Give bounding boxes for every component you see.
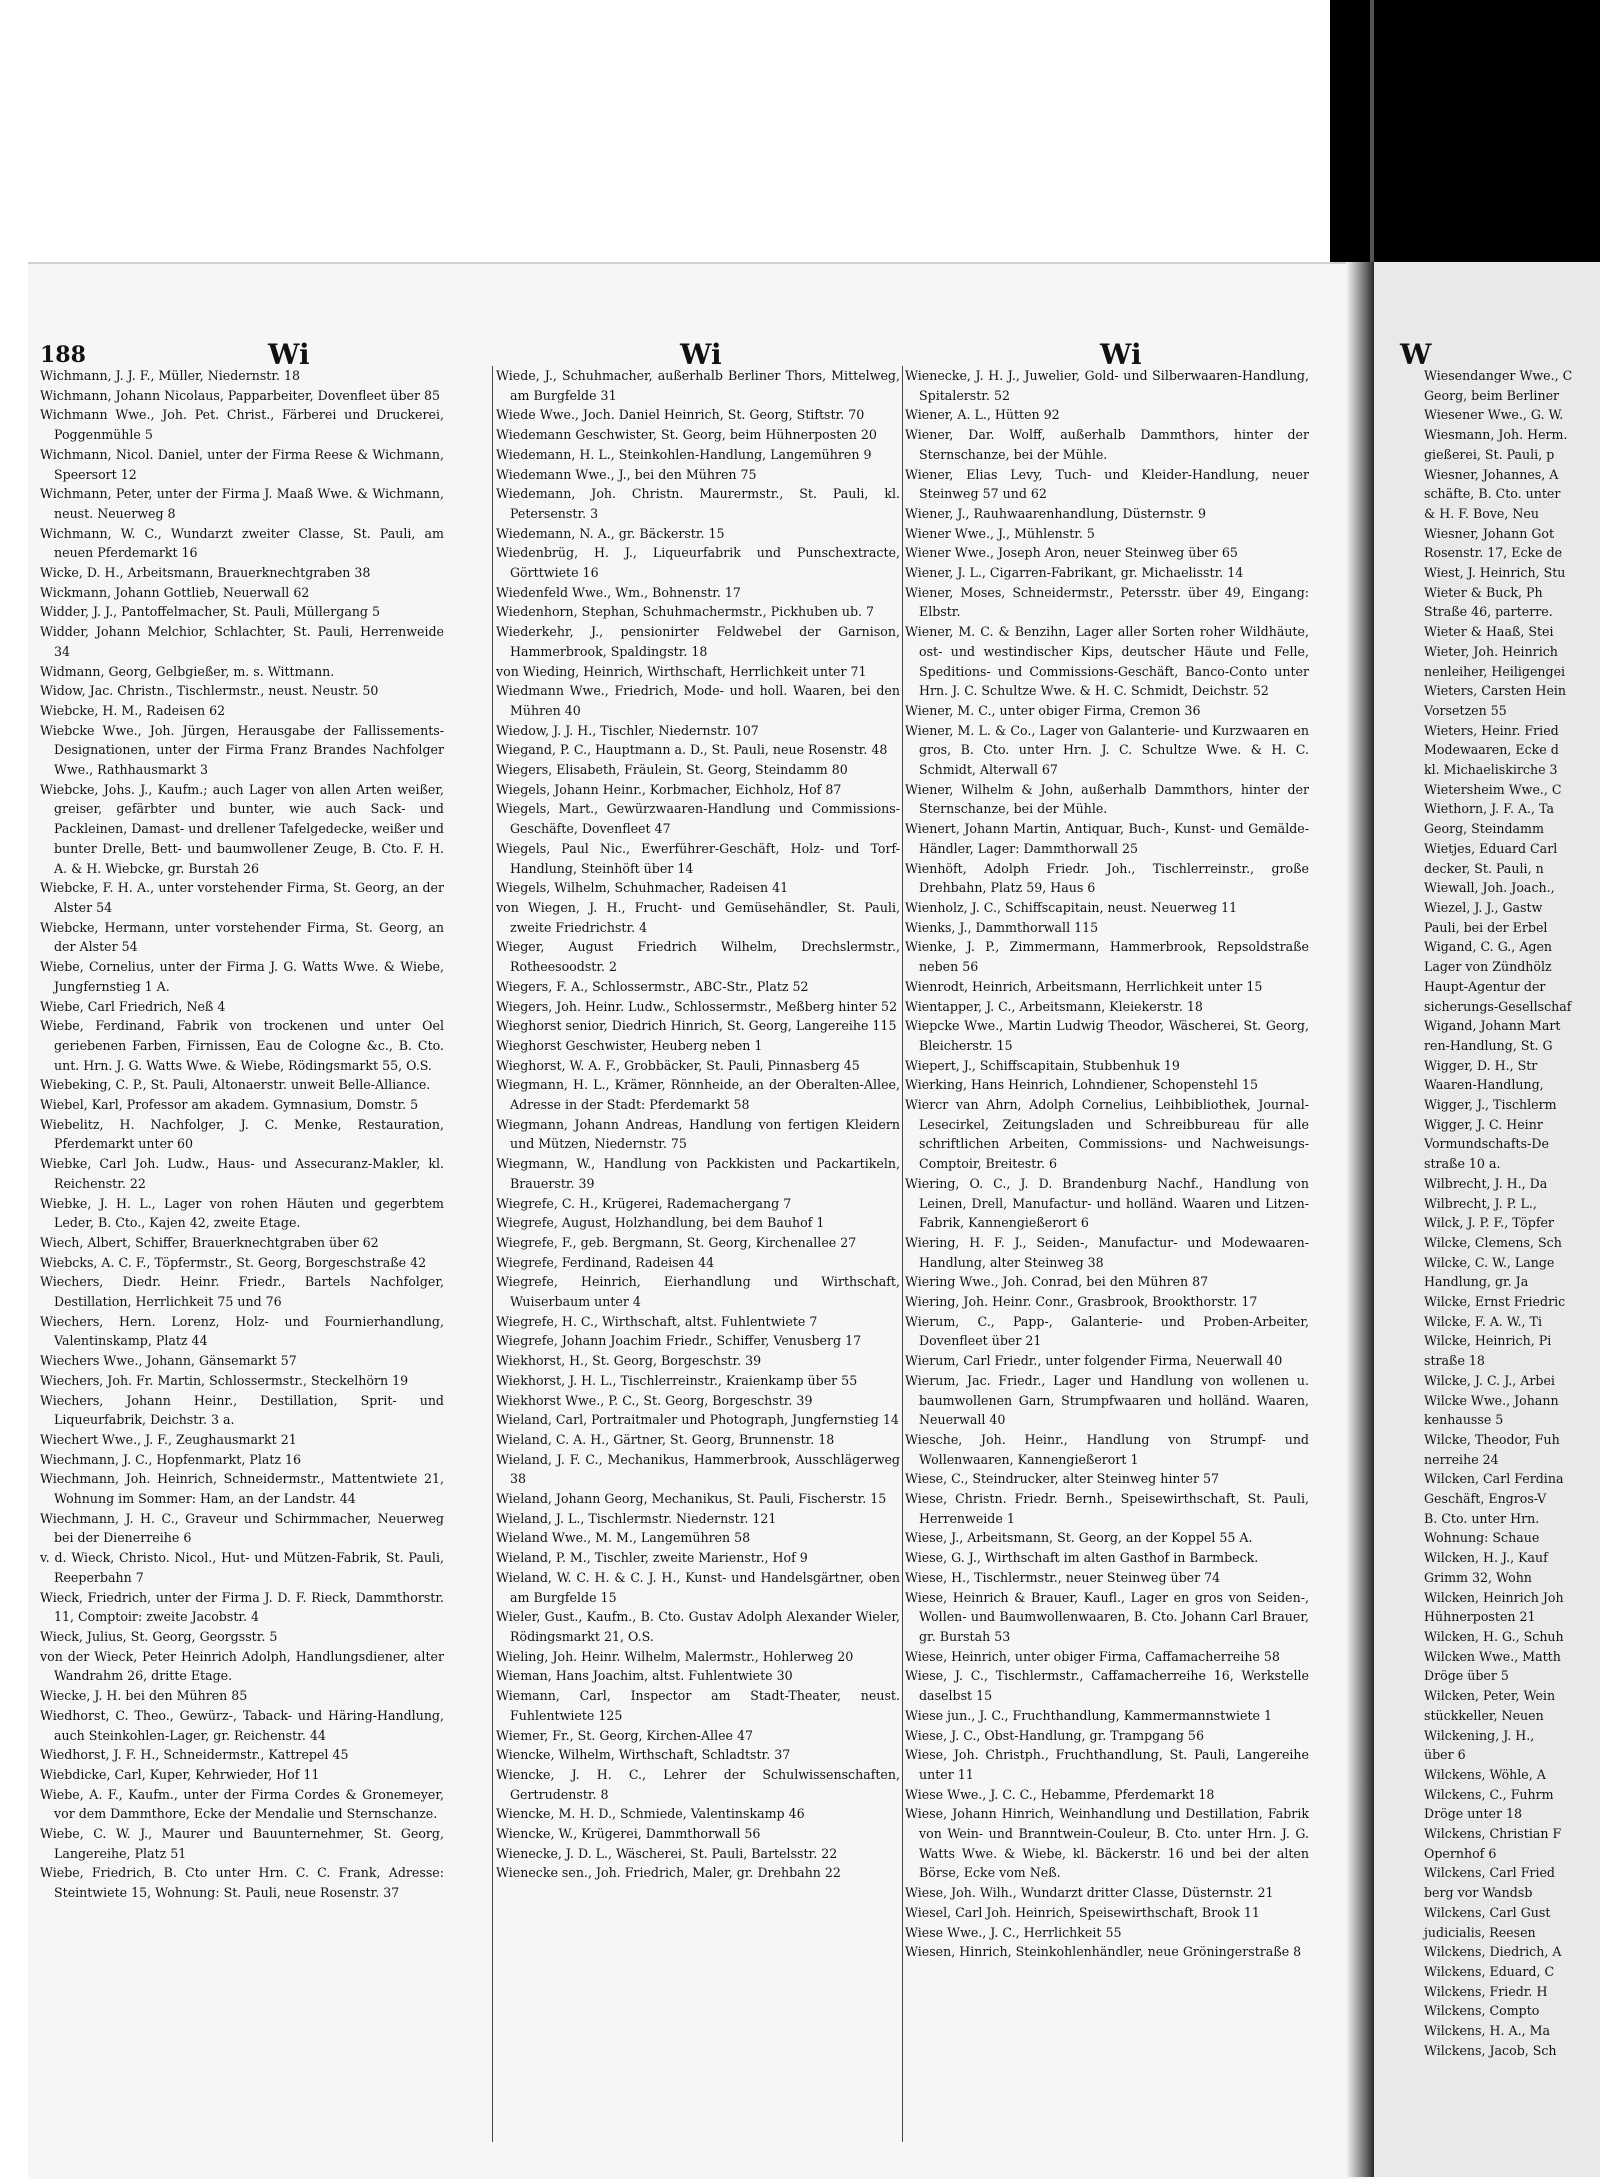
adjacent-page-line: kl. Michaeliskirche 3 (1424, 762, 1558, 778)
directory-entry: Wiebcke, H. M., Radeisen 62 (40, 702, 226, 718)
adjacent-page-line: Vormundschafts-De (1424, 1136, 1549, 1152)
directory-entry: Wiener, Moses, Schneidermstr., Petersstr. über 49, Eingang: Elbstr. (905, 584, 1309, 620)
directory-entry: Wiering, Joh. Heinr. Conr., Grasbrook, Brookthorstr. 17 (905, 1294, 1258, 1310)
directory-entry: Wiegers, Joh. Heinr. Ludw., Schlossermstr., Meßberg hinter 52 (496, 998, 898, 1014)
adjacent-page-line: Wiest, J. Heinrich, Stu (1424, 565, 1566, 581)
directory-entry: Wiebe, A. F., Kaufm., unter der Firma Cordes & Gronemeyer, vor dem Dammthore, Ecke der Mendalie und Sternschanze. (40, 1786, 444, 1822)
adjacent-page-line: Wilcke, Theodor, Fuh (1424, 1431, 1560, 1447)
adjacent-page-line: Grimm 32, Wohn (1424, 1569, 1532, 1585)
directory-entry: Wiencke, J. H. C., Lehrer der Schulwissenschaften, Gertrudenstr. 8 (496, 1766, 900, 1802)
directory-entry: Wiener Wwe., Joseph Aron, neuer Steinweg über 65 (905, 545, 1238, 561)
directory-entry: Wiepcke Wwe., Martin Ludwig Theodor, Wäscherei, St. Georg, Bleicherstr. 15 (905, 1018, 1309, 1053)
directory-entry: Wieland Wwe., M. M., Langemühren 58 (496, 1530, 751, 1546)
directory-entry: Wieland, Johann Georg, Mechanikus, St. Pauli, Fischerstr. 15 (496, 1491, 887, 1507)
directory-entry: Wiese, H., Tischlermstr., neuer Steinweg über 74 (905, 1569, 1221, 1585)
directory-entry: Wiener, J. L., Cigarren-Fabrikant, gr. Michaelisstr. 14 (905, 565, 1244, 581)
directory-entry: Wiechers, Joh. Fr. Martin, Schlossermstr., Steckelhörn 19 (40, 1372, 409, 1388)
directory-entry: Wienecke, J. H. J., Juwelier, Gold- und Silberwaaren-Handlung, Spitalerstr. 52 (905, 368, 1309, 403)
scan-edge-notch (1370, 0, 1374, 262)
adjacent-page-line: Wigger, J., Tischlerm (1424, 1097, 1557, 1113)
directory-entry: Wiener, M. L. & Co., Lager von Galanterie- und Kurzwaaren en gros, B. Cto. unter Hrn. J. C. Schultze Wwe. & H. C. Schmidt, Alterwall 67 (905, 722, 1309, 778)
directory-entry: Wieck, Friedrich, unter der Firma J. D. F. Rieck, Dammthorstr. 11, Comptoir: zweite Jacobstr. 4 (40, 1589, 444, 1625)
adjacent-page-line: Wohnung: Schaue (1424, 1530, 1540, 1546)
adjacent-page-line: Wilcken, H. G., Schuh (1424, 1629, 1564, 1644)
directory-entry: Wieland, P. M., Tischler, zweite Marienstr., Hof 9 (496, 1550, 808, 1566)
adjacent-page-line: & H. F. Bove, Neu (1424, 505, 1539, 521)
directory-entry: Wichmann, Peter, unter der Firma J. Maaß Wwe. & Wichmann, neust. Neuerweg 8 (40, 486, 444, 521)
directory-entry: Wicke, D. H., Arbeitsmann, Brauerknechtgraben 38 (40, 565, 371, 581)
directory-entry: Wiedenbrüg, H. J., Liqueurfabrik und Punschextracte, Görttwiete 16 (496, 545, 900, 581)
adjacent-page-line: stückkeller, Neuen (1424, 1707, 1544, 1723)
adjacent-page-line: Wilcke, Ernst Friedric (1424, 1294, 1566, 1310)
directory-entry: Wiedenfeld Wwe., Wm., Bohnenstr. 17 (496, 584, 741, 600)
adjacent-page-line: Wilckens, H. A., Ma (1424, 2023, 1550, 2039)
directory-entry: Wiese, Johann Hinrich, Weinhandlung und Destillation, Fabrik von Wein- und Branntwein-Couleur, B. Cto. unter Hrn. J. G. Watts Wwe. & Wiebe, kl. Bäckerstr. 16 und bei der alten Börse, Ecke vom Neß. (905, 1806, 1309, 1881)
directory-entry: v. d. Wieck, Christo. Nicol., Hut- und Mützen-Fabrik, St. Pauli, Reeperbahn 7 (40, 1550, 444, 1585)
adjacent-page-line: über 6 (1424, 1747, 1466, 1763)
directory-entry: Wiesche, Joh. Heinr., Handlung von Strumpf- und Wollenwaaren, Kannengießerort 1 (905, 1431, 1309, 1467)
adjacent-page-line: Wilcke Wwe., Johann (1424, 1392, 1559, 1408)
directory-entry: Wiebelitz, H. Nachfolger, J. C. Menke, Restauration, Pferdemarkt unter 60 (40, 1116, 444, 1152)
directory-entry: Wiese, J., Arbeitsmann, St. Georg, an der Koppel 55 A. (905, 1530, 1253, 1546)
directory-entry: Widmann, Georg, Gelbgießer, m. s. Wittmann. (40, 663, 335, 679)
directory-entry: Wieghorst, W. A. F., Grobbäcker, St. Pauli, Pinnasberg 45 (496, 1057, 860, 1073)
directory-entry: Wiebe, Friedrich, B. Cto unter Hrn. C. C. Frank, Adresse: Steintwiete 15, Wohnung: St. Pauli, neue Rosenstr. 37 (40, 1865, 444, 1901)
directory-entry: Wiener Wwe., J., Mühlenstr. 5 (905, 525, 1095, 541)
directory-entry: Wiechmann, J. C., Hopfenmarkt, Platz 16 (40, 1451, 302, 1467)
directory-entry: Wiemann, Carl, Inspector am Stadt-Theater, neust. Fuhlentwiete 125 (496, 1688, 900, 1723)
adjacent-page-line: Wilck, J. P. F., Töpfer (1424, 1215, 1554, 1231)
directory-entry: Wiechers Wwe., Johann, Gänsemarkt 57 (40, 1353, 297, 1369)
directory-entry: Wienks, J., Dammthorwall 115 (905, 919, 1099, 935)
directory-entry: Wiedow, J. J. H., Tischler, Niedernstr. 107 (496, 722, 759, 738)
directory-entry: Wieghorst Geschwister, Heuberg neben 1 (496, 1037, 763, 1053)
adjacent-page-line: Wilckens, Compto (1424, 2003, 1540, 2019)
adjacent-page-line: B. Cto. unter Hrn. (1424, 1510, 1540, 1526)
adjacent-page-line: Wilckens, Wöhle, A (1424, 1766, 1546, 1782)
directory-entry: Wiegers, Elisabeth, Fräulein, St. Georg, Steindamm 80 (496, 762, 848, 778)
directory-entry: Wiedemann, Joh. Christn. Maurermstr., St. Pauli, kl. Petersenstr. 3 (496, 486, 900, 521)
directory-entry: Wienecke sen., Joh. Friedrich, Maler, gr. Drehbahn 22 (496, 1865, 841, 1881)
directory-entry: Wiegrefe, Heinrich, Eierhandlung und Wirthschaft, Wuiserbaum unter 4 (496, 1274, 900, 1310)
directory-entry: Wierking, Hans Heinrich, Lohndiener, Schopenstehl 15 (905, 1077, 1258, 1093)
directory-entry: Wienholz, J. C., Schiffscapitain, neust. Neuerweg 11 (905, 899, 1238, 915)
adjacent-page-line: Wieter, Joh. Heinrich (1424, 643, 1558, 659)
directory-entry: von Wieding, Heinrich, Wirthschaft, Herrlichkeit unter 71 (496, 663, 867, 679)
directory-entry: Wiedemann Geschwister, St. Georg, beim Hühnerposten 20 (496, 427, 877, 443)
directory-entry: Wiegmann, H. L., Krämer, Rönnheide, an der Oberalten-Allee, Adresse in der Stadt: Pferdemarkt 58 (496, 1077, 900, 1113)
adjacent-page-line: judicialis, Reesen (1424, 1924, 1536, 1940)
adjacent-page-line: Geschäft, Engros-V (1424, 1491, 1547, 1507)
column-rule (902, 366, 903, 2142)
directory-entry: Wiechers, Diedr. Heinr. Friedr., Bartels Nachfolger, Destillation, Herrlichkeit 75 und 76 (40, 1274, 444, 1310)
adjacent-page-line: Wilcke, F. A. W., Ti (1424, 1313, 1542, 1329)
directory-entry: Wieck, Julius, St. Georg, Georgsstr. 5 (40, 1629, 278, 1644)
adjacent-page-line: Wilbrecht, J. H., Da (1424, 1175, 1548, 1191)
directory-entry: Wiekhorst, H., St. Georg, Borgeschstr. 39 (496, 1353, 762, 1369)
adjacent-page-line: Wilcke, Heinrich, Pi (1424, 1333, 1552, 1349)
directory-entry: Wiering Wwe., Joh. Conrad, bei den Mühren 87 (905, 1274, 1209, 1290)
adjacent-page-line: Wilckens, C., Fuhrm (1424, 1786, 1554, 1802)
directory-entry: Wiegand, P. C., Hauptmann a. D., St. Pauli, neue Rosenstr. 48 (496, 742, 888, 758)
directory-entry: Wiebcks, A. C. F., Töpfermstr., St. Georg, Borgeschstraße 42 (40, 1254, 427, 1270)
directory-entry: Wiebe, Ferdinand, Fabrik von trockenen und unter Oel geriebenen Farben, Firnissen, Eau de Cologne &c., B. Cto. unt. Hrn. J. G. Watts Wwe. & Wiebe, Rödingsmarkt 55, O.S. (40, 1018, 444, 1073)
adjacent-page-line: Straße 46, parterre. (1424, 604, 1553, 620)
directory-column-1 (40, 366, 444, 2166)
adjacent-page-line: kenhausse 5 (1424, 1412, 1504, 1428)
directory-entry: Wiegels, Johann Heinr., Korbmacher, Eichholz, Hof 87 (496, 781, 842, 797)
directory-entry: Wiesen, Hinrich, Steinkohlenhändler, neue Gröningerstraße 8 (905, 1944, 1302, 1960)
adjacent-page-line: Wilckening, J. H., (1424, 1727, 1535, 1743)
adjacent-page-line: Wietersheim Wwe., C (1424, 781, 1562, 797)
directory-entry: Wiebcke, Johs. J., Kaufm.; auch Lager von allen Arten weißer, greiser, gefärbter und bunter, wie auch Sack- und Packleinen, Damast- und drellener Tafelgedecke, weißer und bunter Drelle, Bett- und baumwollener Zeuge, B. Cto. F. H. A. & H. Wiebcke, gr. Burstah 26 (40, 781, 444, 876)
running-head-right: Wi (1100, 338, 1142, 371)
directory-entry: Wiepert, J., Schiffscapitain, Stubbenhuk 19 (905, 1057, 1180, 1073)
adjacent-page-line: Wilckens, Friedr. H (1424, 1983, 1548, 1999)
directory-entry: Wienecke, J. D. L., Wäscherei, St. Pauli, Bartelsstr. 22 (496, 1845, 838, 1861)
directory-entry: Wiebke, J. H. L., Lager von rohen Häuten und gegerbtem Leder, B. Cto., Kajen 42, zweite Etage. (40, 1195, 444, 1231)
directory-entry: Wiemer, Fr., St. Georg, Kirchen-Allee 47 (496, 1727, 754, 1743)
directory-entry: Wiegrefe, August, Holzhandlung, bei dem Bauhof 1 (496, 1215, 825, 1231)
directory-entry: Wiener, M. C., unter obiger Firma, Cremon 36 (905, 702, 1201, 718)
adjacent-page-line: ren-Handlung, St. G (1424, 1037, 1553, 1053)
directory-entry: Wieland, J. L., Tischlermstr. Niedernstr. 121 (496, 1510, 777, 1526)
directory-entry: Wiese, Joh. Christph., Fruchthandlung, St. Pauli, Langereihe unter 11 (905, 1747, 1309, 1782)
directory-entry: Wiebke, Carl Joh. Ludw., Haus- und Assecuranz-Makler, kl. Reichenstr. 22 (40, 1156, 444, 1191)
adjacent-page-line: Georg, beim Berliner (1424, 387, 1560, 403)
adjacent-page-line: Wieters, Heinr. Fried (1424, 722, 1559, 738)
adjacent-page-line: Wiesener Wwe., G. W. (1424, 407, 1564, 423)
directory-entry: Wiede Wwe., Joch. Daniel Heinrich, St. Georg, Stiftstr. 70 (496, 407, 865, 423)
directory-entry: Wiebe, Cornelius, unter der Firma J. G. Watts Wwe. & Wiebe, Jungfernstieg 1 A. (40, 959, 444, 994)
directory-entry: Wichmann, Nicol. Daniel, unter der Firma Reese & Wichmann, Speersort 12 (40, 446, 444, 482)
directory-entry: Wiercr van Ahrn, Adolph Cornelius, Leihbibliothek, Journal-Lesecirkel, Zeitungsladen und Schreibbureau für alle schriftlichen Arbeiten, Commissions- und Nachweisungs-Comptoir, Breitestr. 6 (905, 1097, 1309, 1172)
adjacent-page-line: Lager von Zündhölz (1424, 959, 1552, 975)
directory-entry: Wiegels, Paul Nic., Ewerführer-Geschäft, Holz- und Torf-Handlung, Steinhöft über 14 (496, 840, 900, 876)
directory-entry: Wiebdicke, Carl, Kuper, Kehrwieder, Hof 11 (40, 1766, 320, 1782)
directory-entry: Wiegmann, Johann Andreas, Handlung von fertigen Kleidern und Mützen, Niedernstr. 75 (496, 1116, 900, 1152)
adjacent-running-head: W (1400, 338, 1432, 371)
directory-entry: Wiebe, Carl Friedrich, Neß 4 (40, 998, 226, 1014)
directory-entry: Wienke, J. P., Zimmermann, Hammerbrook, Repsoldstraße neben 56 (905, 939, 1309, 975)
adjacent-page-line: Wilckens, Diedrich, A (1424, 1944, 1562, 1960)
adjacent-page-line: Wilcken, Peter, Wein (1424, 1688, 1556, 1704)
directory-entry: Wiese, Joh. Wilh., Wundarzt dritter Classe, Düsternstr. 21 (905, 1885, 1274, 1901)
adjacent-page-line: Wigand, C. G., Agen (1424, 939, 1553, 955)
book-gutter (1346, 262, 1374, 2177)
directory-entry: Wiecke, J. H. bei den Mühren 85 (40, 1688, 248, 1704)
directory-entry: Wientapper, J. C., Arbeitsmann, Kleiekerstr. 18 (905, 998, 1203, 1014)
directory-entry: Wieman, Hans Joachim, altst. Fuhlentwiete 30 (496, 1668, 793, 1684)
directory-entry: Wiedmann Wwe., Friedrich, Mode- und holl. Waaren, bei den Mühren 40 (496, 683, 900, 718)
directory-entry: Wiencke, W., Krügerei, Dammthorwall 56 (496, 1826, 761, 1842)
directory-entry: Wiesel, Carl Joh. Heinrich, Speisewirthschaft, Brook 11 (905, 1904, 1260, 1920)
directory-entry: Wiese, J. C., Tischlermstr., Caffamacherreihe 16, Werkstelle daselbst 15 (905, 1668, 1309, 1704)
adjacent-page-line: Wietjes, Eduard Carl (1424, 840, 1558, 856)
adjacent-page-line: Handlung, gr. Ja (1424, 1274, 1529, 1290)
directory-entry: Wiener, Wilhelm & John, außerhalb Dammthors, hinter der Sternschanze, bei der Mühle. (905, 781, 1309, 817)
directory-entry: Wiegrefe, C. H., Krügerei, Rademachergang 7 (496, 1195, 792, 1211)
adjacent-page-line: Wiethorn, J. F. A., Ta (1424, 801, 1554, 817)
adjacent-page-line: Wieter & Buck, Ph (1424, 584, 1543, 600)
adjacent-page-line: Wiesmann, Joh. Herm. (1424, 427, 1568, 443)
directory-column-3 (905, 366, 1309, 2166)
adjacent-page-line: Wigger, D. H., Str (1424, 1057, 1538, 1073)
adjacent-page-line: Wilcke, C. W., Lange (1424, 1254, 1555, 1270)
directory-entry: Wiegels, Mart., Gewürzwaaren-Handlung und Commissions-Geschäfte, Dovenfleet 47 (496, 801, 900, 837)
directory-entry: von Wiegen, J. H., Frucht- und Gemüsehändler, St. Pauli, zweite Friedrichstr. 4 (496, 899, 900, 935)
directory-entry: Wichmann Wwe., Joh. Pet. Christ., Färberei und Druckerei, Poggenmühle 5 (40, 407, 444, 443)
adjacent-page-line: Wilbrecht, J. P. L., (1424, 1195, 1537, 1211)
directory-entry: Widder, J. J., Pantoffelmacher, St. Pauli, Müllergang 5 (40, 604, 381, 620)
directory-entry: Wiebcke, F. H. A., unter vorstehender Firma, St. Georg, an der Alster 54 (40, 880, 444, 915)
adjacent-page-line: Wiesner, Johannes, A (1424, 466, 1559, 482)
directory-entry: Wiese, C., Steindrucker, alter Steinweg hinter 57 (905, 1471, 1220, 1487)
directory-entry: Wiegrefe, H. C., Wirthschaft, altst. Fuhlentwiete 7 (496, 1313, 818, 1329)
adjacent-page-line: Wilckens, Carl Fried (1424, 1865, 1555, 1881)
directory-entry: Wiegels, Wilhelm, Schuhmacher, Radeisen 41 (496, 880, 789, 896)
adjacent-page-line: Wieter & Haaß, Stei (1424, 624, 1554, 640)
adjacent-page-line: Pauli, bei der Erbel (1424, 919, 1548, 935)
adjacent-page-line: Wilcken, Heinrich Joh (1424, 1589, 1564, 1605)
directory-entry: Wiese, Heinrich & Brauer, Kaufl., Lager en gros von Seiden-, Wollen- und Baumwollenwaaren, B. Cto. Johann Carl Brauer, gr. Burstah 53 (905, 1589, 1309, 1644)
directory-entry: Wickmann, Johann Gottlieb, Neuerwall 62 (40, 584, 310, 600)
adjacent-page-line: Dröge über 5 (1424, 1668, 1509, 1684)
directory-entry: Wiekhorst, J. H. L., Tischlerreinstr., Kraienkamp über 55 (496, 1372, 858, 1388)
adjacent-page-line: Opernhof 6 (1424, 1845, 1497, 1861)
adjacent-page-line: Wilcken Wwe., Matth (1424, 1648, 1561, 1664)
directory-entry: Wieger, August Friedrich Wilhelm, Drechslermstr., Rotheesoodstr. 2 (496, 939, 900, 975)
directory-entry: Wiebel, Karl, Professor am akadem. Gymnasium, Domstr. 5 (40, 1097, 419, 1113)
directory-entry: Wiede, J., Schuhmacher, außerhalb Berliner Thors, Mittelweg, am Burgfelde 31 (496, 368, 900, 403)
adjacent-page-line: nenleiher, Heiligengei (1424, 663, 1566, 679)
directory-entry: Wiener, Elias Levy, Tuch- und Kleider-Handlung, neuer Steinweg 57 und 62 (905, 466, 1309, 502)
directory-entry: Wiebe, C. W. J., Maurer und Bauunternehmer, St. Georg, Langereihe, Platz 51 (40, 1826, 444, 1861)
adjacent-page-line: Georg, Steindamm (1424, 821, 1544, 837)
directory-entry: Wiechers, Johann Heinr., Destillation, Sprit- und Liqueurfabrik, Deichstr. 3 a. (40, 1392, 444, 1428)
directory-entry: Wieghorst senior, Diedrich Hinrich, St. Georg, Langereihe 115 (496, 1018, 897, 1034)
directory-entry: Wierum, C., Papp-, Galanterie- und Proben-Arbeiter, Dovenfleet über 21 (905, 1313, 1309, 1349)
adjacent-page-line: Wiezel, J. J., Gastw (1424, 899, 1543, 915)
directory-entry: Wiegrefe, Ferdinand, Radeisen 44 (496, 1254, 715, 1270)
adjacent-page-line: Wilckens, Eduard, C (1424, 1963, 1555, 1979)
directory-entry: Wierum, Jac. Friedr., Lager und Handlung von wollenen u. baumwollenen Garn, Strumpfwaaren und holländ. Waaren, Neuerwall 40 (905, 1372, 1309, 1428)
directory-entry: Wiener, J., Rauhwaarenhandlung, Düsternstr. 9 (905, 505, 1206, 521)
running-head-center: Wi (680, 338, 722, 371)
directory-entry: Wiegmann, W., Handlung von Packkisten und Packartikeln, Brauerstr. 39 (496, 1156, 900, 1191)
directory-entry: Wieling, Joh. Heinr. Wilhelm, Malermstr., Hohlerweg 20 (496, 1648, 854, 1664)
adjacent-page-line: Haupt-Agentur der (1424, 978, 1546, 994)
directory-entry: Wiencke, M. H. D., Schmiede, Valentinskamp 46 (496, 1806, 805, 1822)
adjacent-page-line: schäfte, B. Cto. unter (1424, 486, 1561, 502)
directory-column-2 (496, 366, 900, 2166)
directory-entry: Wiener, Dar. Wolff, außerhalb Dammthors, hinter der Sternschanze, bei der Mühle. (905, 427, 1309, 462)
directory-entry: Wiedemann, N. A., gr. Bäckerstr. 15 (496, 525, 725, 541)
directory-entry: Wiese, G. J., Wirthschaft im alten Gasthof in Barmbeck. (905, 1550, 1259, 1566)
adjacent-page-line: Wilcke, J. C. J., Arbei (1424, 1372, 1555, 1388)
directory-entry: Wiese Wwe., J. C. C., Hebamme, Pferdemarkt 18 (905, 1786, 1215, 1802)
directory-entry: Wiese, Christn. Friedr. Bernh., Speisewirthschaft, St. Pauli, Herrenweide 1 (905, 1491, 1309, 1526)
directory-entry: Wieland, Carl, Portraitmaler und Photograph, Jungfernstieg 14 (496, 1412, 899, 1428)
directory-entry: Wichmann, J. J. F., Müller, Niedernstr. 18 (40, 368, 301, 383)
adjacent-page-line: Wilckens, Carl Gust (1424, 1904, 1551, 1920)
directory-entry: Wienert, Johann Martin, Antiquar, Buch-, Kunst- und Gemälde-Händler, Lager: Dammthorwall 25 (905, 821, 1309, 856)
directory-entry: Wiener, A. L., Hütten 92 (905, 407, 1060, 423)
directory-entry: Wiechers, Hern. Lorenz, Holz- und Fournierhandlung, Valentinskamp, Platz 44 (40, 1313, 444, 1349)
adjacent-page-line: Wilcke, Clemens, Sch (1424, 1234, 1562, 1250)
adjacent-page-line: nerreihe 24 (1424, 1451, 1499, 1467)
directory-entry: Wieland, W. C. H. & C. J. H., Kunst- und Handelsgärtner, oben am Burgfelde 15 (496, 1569, 900, 1605)
directory-entry: Wiebeking, C. P., St. Pauli, Altonaerstr. unweit Belle-Alliance. (40, 1077, 431, 1093)
adjacent-page-line: Wilcken, H. J., Kauf (1424, 1550, 1548, 1566)
adjacent-page-line: Wilckens, Jacob, Sch (1424, 2042, 1557, 2058)
page-number: 188 (40, 342, 86, 368)
directory-entry: Wiencke, Wilhelm, Wirthschaft, Schladtstr. 37 (496, 1747, 791, 1763)
directory-entry: Wiebcke, Hermann, unter vorstehender Firma, St. Georg, an der Alster 54 (40, 919, 444, 955)
directory-entry: Wiese jun., J. C., Fruchthandlung, Kammermannstwiete 1 (905, 1707, 1272, 1723)
adjacent-page-line: Waaren-Handlung, (1424, 1077, 1544, 1093)
directory-entry: Wienrodt, Heinrich, Arbeitsmann, Herrlichkeit unter 15 (905, 978, 1263, 994)
directory-entry: Wiekhorst Wwe., P. C., St. Georg, Borgeschstr. 39 (496, 1392, 813, 1408)
adjacent-page-line: Wigger, J. C. Heinr (1424, 1116, 1543, 1132)
column-rule (492, 366, 493, 2142)
directory-entry: Wiederkehr, J., pensionirter Feldwebel der Garnison, Hammerbrook, Spaldingstr. 18 (496, 624, 900, 659)
adjacent-page-line: Wigand, Johann Mart (1424, 1018, 1561, 1034)
adjacent-page-line: straße 10 a. (1424, 1156, 1501, 1172)
directory-entry: Wieland, C. A. H., Gärtner, St. Georg, Brunnenstr. 18 (496, 1431, 835, 1447)
directory-entry: Wierum, Carl Friedr., unter folgender Firma, Neuerwall 40 (905, 1353, 1283, 1369)
directory-entry: Wiedhorst, J. F. H., Schneidermstr., Kattrepel 45 (40, 1747, 349, 1763)
directory-entry: Wiedhorst, C. Theo., Gewürz-, Taback- und Häring-Handlung, auch Steinkohlen-Lager, gr. Reichenstr. 44 (40, 1707, 444, 1743)
directory-entry: Widder, Johann Melchior, Schlachter, St. Pauli, Herrenweide 34 (40, 624, 444, 659)
directory-entry: Wiechmann, Joh. Heinrich, Schneidermstr., Mattentwiete 21, Wohnung im Sommer: Ham, an der Landstr. 44 (40, 1471, 444, 1507)
adjacent-page-line: Wilcken, Carl Ferdina (1424, 1471, 1564, 1487)
directory-entry: Wiedemann Wwe., J., bei den Mühren 75 (496, 466, 757, 482)
adjacent-page-line: Wiewall, Joh. Joach., (1424, 880, 1555, 896)
adjacent-page-line: berg vor Wandsb (1424, 1885, 1533, 1901)
adjacent-page-line: straße 18 (1424, 1353, 1485, 1369)
adjacent-page-line: sicherungs-Gesellschaf (1424, 998, 1572, 1014)
directory-entry: Wiebcke Wwe., Joh. Jürgen, Herausgabe der Fallissements-Designationen, unter der Firma Franz Brandes Nachfolger Wwe., Rathhausmarkt 3 (40, 722, 444, 778)
directory-entry: von der Wieck, Peter Heinrich Adolph, Handlungsdiener, alter Wandrahm 26, dritte Etage. (40, 1648, 444, 1684)
running-head-left: Wi (268, 338, 310, 371)
directory-entry: Wiering, H. F. J., Seiden-, Manufactur- und Modewaaren-Handlung, alter Steinweg 38 (905, 1234, 1309, 1270)
directory-entry: Wiegrefe, F., geb. Bergmann, St. Georg, Kirchenallee 27 (496, 1234, 857, 1250)
adjacent-page-line: Wilckens, Christian F (1424, 1826, 1562, 1842)
adjacent-page-line: Wiesner, Johann Got (1424, 525, 1555, 541)
directory-entry: Wieler, Gust., Kaufm., B. Cto. Gustav Adolph Alexander Wieler, Rödingsmarkt 21, O.S. (496, 1609, 900, 1644)
directory-entry: Wichmann, Johann Nicolaus, Papparbeiter, Dovenfleet über 85 (40, 387, 441, 403)
directory-entry: Wiedenhorn, Stephan, Schuhmachermstr., Pickhuben ub. 7 (496, 604, 875, 620)
adjacent-page-line: Wiesendanger Wwe., C (1424, 368, 1573, 383)
directory-entry: Wiechmann, J. H. C., Graveur und Schirmmacher, Neuerweg bei der Dienerreihe 6 (40, 1510, 444, 1546)
directory-entry: Wiegers, F. A., Schlossermstr., ABC-Str., Platz 52 (496, 978, 809, 994)
adjacent-page-line: decker, St. Pauli, n (1424, 860, 1544, 876)
directory-entry: Wiener, M. C. & Benzihn, Lager aller Sorten roher Wildhäute, ost- und westindischer Kips, deutscher Häute und Felle, Speditions- und Commissions-Geschäft, Banco-Conto unter Hrn. J. C. Schultze Wwe. & H. C. Schmidt, Deichstr. 52 (905, 624, 1309, 699)
directory-entry: Wiese Wwe., J. C., Herrlichkeit 55 (905, 1924, 1122, 1940)
adjacent-page-line: Vorsetzen 55 (1424, 702, 1507, 718)
adjacent-page-line: Hühnerposten 21 (1424, 1609, 1536, 1625)
directory-entry: Wiese, J. C., Obst-Handlung, gr. Trampgang 56 (905, 1727, 1204, 1743)
adjacent-page-line: gießerei, St. Pauli, p (1424, 446, 1555, 462)
scan-black-edge (1330, 0, 1600, 262)
directory-entry: Wiech, Albert, Schiffer, Brauerknechtgraben über 62 (40, 1234, 379, 1250)
directory-entry: Wiedemann, H. L., Steinkohlen-Handlung, Langemühren 9 (496, 446, 872, 462)
directory-entry: Wieland, J. F. C., Mechanikus, Hammerbrook, Ausschlägerweg 38 (496, 1451, 900, 1487)
directory-entry: Wichmann, W. C., Wundarzt zweiter Classe, St. Pauli, am neuen Pferdemarkt 16 (40, 525, 444, 561)
adjacent-page-column (1424, 366, 1600, 2060)
directory-entry: Wienhöft, Adolph Friedr. Joh., Tischlerreinstr., große Drehbahn, Platz 59, Haus 6 (905, 860, 1309, 896)
adjacent-page-line: Dröge unter 18 (1424, 1806, 1523, 1822)
adjacent-page-line: Modewaaren, Ecke d (1424, 742, 1559, 758)
directory-entry: Wiechert Wwe., J. F., Zeughausmarkt 21 (40, 1431, 297, 1447)
directory-entry: Widow, Jac. Christn., Tischlermstr., neust. Neustr. 50 (40, 683, 379, 699)
directory-entry: Wiegrefe, Johann Joachim Friedr., Schiffer, Venusberg 17 (496, 1333, 862, 1349)
adjacent-page-line: Wieters, Carsten Hein (1424, 683, 1567, 699)
adjacent-page-line: Rosenstr. 17, Ecke de (1424, 545, 1563, 561)
directory-entry: Wiering, O. C., J. D. Brandenburg Nachf., Handlung von Leinen, Drell, Manufactur- und holländ. Waaren und Litzen-Fabrik, Kannengießerort 6 (905, 1175, 1309, 1231)
directory-entry: Wiese, Heinrich, unter obiger Firma, Caffamacherreihe 58 (905, 1648, 1280, 1664)
